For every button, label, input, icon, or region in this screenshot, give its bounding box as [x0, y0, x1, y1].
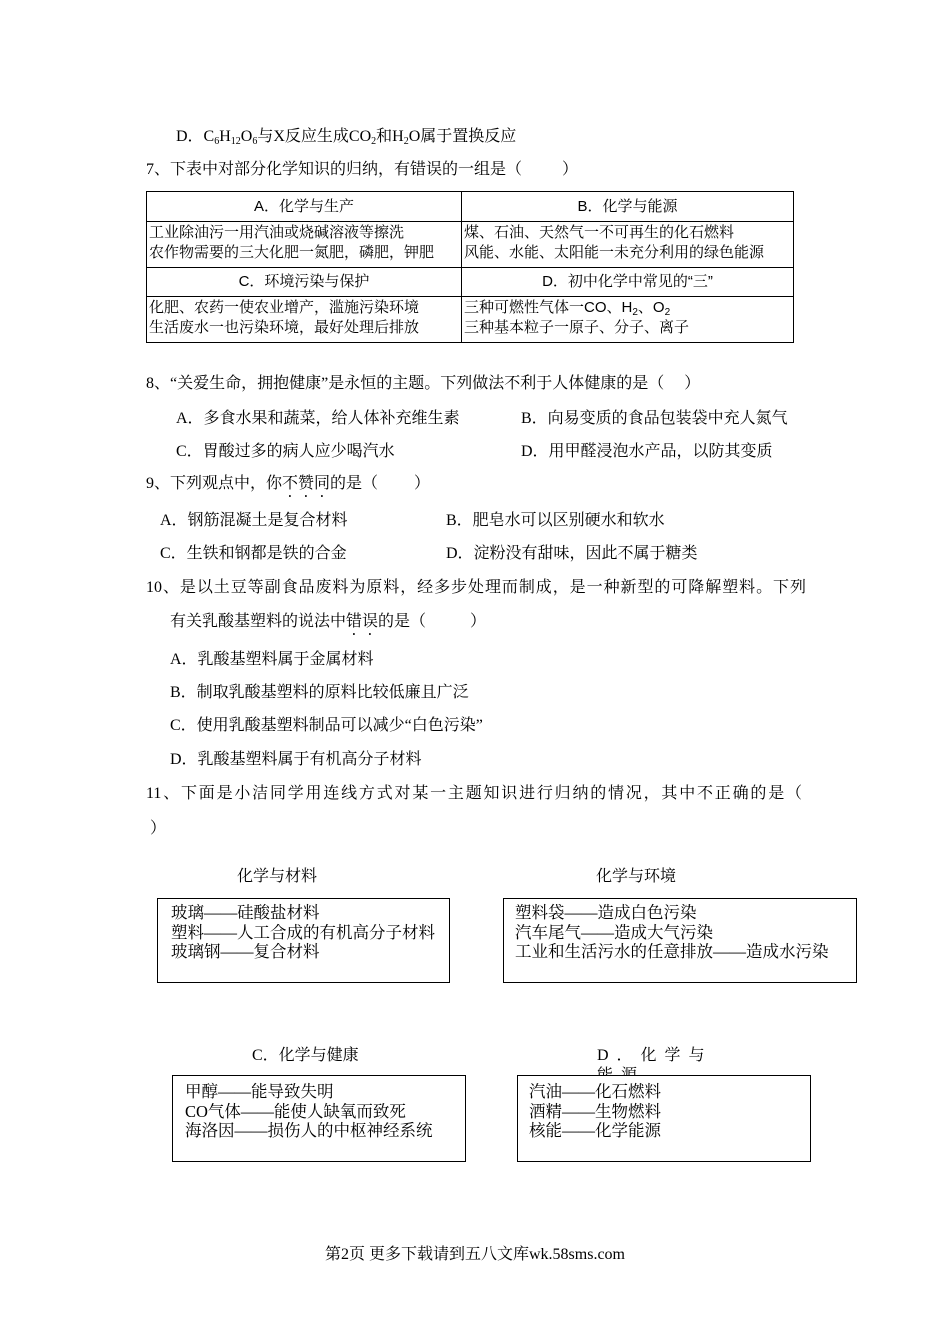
panel-health	[172, 1075, 466, 1162]
subscript: 12	[230, 136, 241, 147]
subscript: 2	[371, 136, 377, 147]
table-header-c: C．环境污染与保护	[147, 268, 462, 297]
q11-stem-line2: ）	[150, 820, 167, 837]
q8-option-c: C．胃酸过多的病人应少喝汽水	[176, 443, 395, 460]
subscript: 6	[214, 136, 220, 147]
panel-line: 塑料袋——造成白色污染	[515, 903, 697, 922]
q10-option-c: C．使用乳酸基塑料制品可以减少“白色污染”	[170, 717, 483, 734]
q10-stem-line2	[170, 612, 486, 632]
panel-line: 工业和生活污水的任意排放——造成水污染	[515, 942, 829, 961]
table-line: 煤、石油、天然气一不可再生的化石燃料	[464, 224, 735, 241]
table-line: 生活废水一也污染环境，最好处理后排放	[149, 319, 420, 336]
page-footer: 第2页 更多下载请到五八文库wk.58sms.com	[324, 1246, 625, 1263]
q9-option-c: C．生铁和钢都是铁的合金	[160, 545, 347, 562]
panel-line: 甲醇——能导致失明	[185, 1082, 334, 1101]
table-cell-d	[462, 297, 794, 343]
q9-option-b: B．肥皂水可以区别硬水和软水	[446, 512, 665, 529]
q10-option-a: A．乳酸基塑料属于金属材料	[170, 651, 374, 668]
panel-line: 塑料——人工合成的有机高分子材料	[171, 922, 435, 942]
table-cell-a	[147, 222, 462, 268]
q10-stem-text: 有关乳酸基塑料的说法中	[170, 613, 347, 630]
panel-line: 核能——化学能源	[529, 1121, 661, 1140]
table-text: 、O	[637, 299, 665, 316]
q9-emphasis: 不赞同	[282, 475, 331, 492]
q10-stem-line1: 10、是以土豆等副食品废料为原料，经多步处理而制成，是一种新型的可降解塑料。下列	[146, 579, 806, 596]
q6-d-text: D．C	[176, 128, 215, 145]
table-line: 风能、水能、太阳能一未充分利用的绿色能源	[464, 244, 765, 261]
q8-option-a: A．多食水果和蔬菜，给人体补充维生素	[176, 410, 460, 427]
q6-d-text: 和H	[376, 128, 404, 145]
q6-d-text: O属于置换反应	[408, 128, 517, 145]
subscript: 6	[252, 136, 258, 147]
table-line: 三种基本粒子一原子、分子、离子	[464, 319, 690, 336]
panel-line: 酒精——生物燃料	[529, 1101, 661, 1121]
table-line: 化肥、农药一使农业增产，滥施污染环境	[149, 299, 420, 316]
q10-emphasis: 错误	[346, 613, 379, 630]
q6-d-text: H	[219, 128, 231, 145]
knowledge-table	[146, 191, 794, 343]
q9-stem-text: 9、下列观点中，你	[146, 475, 283, 492]
panel-title-health: C．化学与健康	[252, 1047, 359, 1064]
panel-line: CO气体——能使人缺氧而致死	[185, 1101, 406, 1121]
q11-stem-line1: 11、下面是小洁同学用连线方式对某一主题知识进行归纳的情况，其中不正确的是（	[146, 785, 802, 802]
subscript: 2	[664, 307, 671, 318]
q9-stem	[146, 474, 430, 494]
q10-option-d: D．乳酸基塑料属于有机高分子材料	[170, 751, 422, 768]
panel-line: 汽车尾气——造成大气污染	[515, 922, 713, 942]
table-text: 三种可燃性气体一CO、H	[464, 299, 633, 316]
q8-option-d: D．用甲醛浸泡水产品，以防其变质	[521, 443, 773, 460]
subscript: 2	[632, 307, 638, 318]
q9-stem-text: 的是（ ）	[330, 475, 431, 492]
q9-option-a: A．钢筋混凝土是复合材料	[160, 512, 348, 529]
table-line: 工业除油污一用汽油或烧碱溶液等擦洗	[149, 224, 405, 241]
panel-environment	[503, 898, 857, 983]
panel-materials	[157, 898, 450, 983]
q7-stem: 7、下表中对部分化学知识的归纳，有错误的一组是（ ）	[146, 161, 579, 178]
q6-option-d	[176, 127, 516, 147]
panel-line: 海洛因——损伤人的中枢神经系统	[185, 1121, 433, 1140]
table-header-b: B．化学与能源	[462, 192, 794, 222]
table-line	[464, 298, 793, 318]
panel-title-energy: D．化学与	[597, 1047, 713, 1064]
q10-stem-text: 的是（ ）	[378, 613, 487, 630]
panel-energy	[517, 1075, 811, 1162]
panel-title-environment: 化学与环境	[596, 868, 677, 885]
panel-line: 玻璃——硅酸盐材料	[171, 903, 320, 922]
q9-option-d: D．淀粉没有甜味，因此不属于糖类	[446, 545, 698, 562]
q10-option-b: B．制取乳酸基塑料的原料比较低廉且广泛	[170, 684, 469, 701]
table-line: 农作物需要的三大化肥一氮肥，磷肥，钾肥	[149, 244, 435, 261]
table-cell-c	[147, 297, 462, 343]
table-header-d: D．初中化学中常见的“三”	[462, 268, 794, 297]
table-cell-b	[462, 222, 794, 268]
q6-d-text: O	[240, 128, 253, 145]
q8-option-b: B．向易变质的食品包装袋中充人氮气	[521, 410, 788, 427]
table-header-a: A．化学与生产	[147, 192, 462, 222]
panel-title-materials: 化学与材料	[237, 868, 318, 885]
q8-stem: 8、“关爱生命，拥抱健康”是永恒的主题。下列做法不利于人体健康的是（ ）	[146, 375, 701, 392]
subscript: 2	[403, 136, 409, 147]
panel-line: 玻璃钢——复合材料	[171, 942, 320, 961]
panel-line: 汽油——化石燃料	[529, 1082, 661, 1101]
q6-d-text: 与X反应生成CO	[257, 128, 372, 145]
